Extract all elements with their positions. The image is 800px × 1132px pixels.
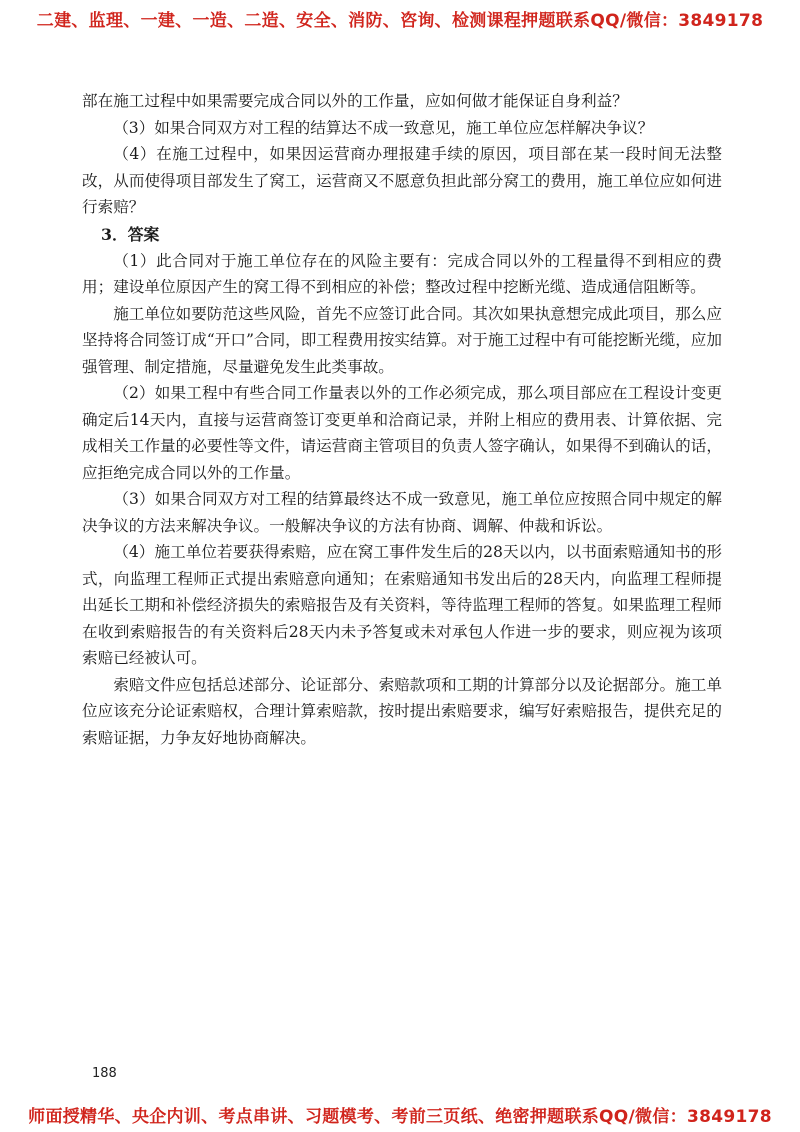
answer-2: （2）如果工程中有些合同工作量表以外的工作必须完成，那么项目部应在工程设计变更确定后14天内，直接与运营商签订变更单和洽商记录，并附上相应的费用表、计算依据、完成相关工作量的必要性等文件，请运营商主管项目的负责人签字确认，如果得不到确认的话，应拒绝完成合同以外的工作量。 — [82, 384, 722, 482]
page-content — [82, 88, 722, 751]
question-3: （3）如果合同双方对工程的结算达不成一致意见，施工单位应怎样解决争议？ — [113, 118, 654, 137]
bottom-banner: 师面授精华、央企内训、考点串讲、习题模考、考前三页纸、绝密押题联系QQ/微信：3849178 — [28, 1107, 772, 1127]
answer-4: （4）施工单位若要获得索赔，应在窝工事件发生后的28天以内，以书面索赔通知书的形式，向监理工程师正式提出索赔意向通知；在索赔通知书发出后的28天内，向监理工程师提出延长工期和补偿经济损失的索赔报告及有关资料，等待监理工程师的答复。如果监理工程师在收到索赔报告的有关资料后28天内未予答复或未对承包人作进一步的要求，则应视为该项索赔已经被认可。 — [82, 543, 722, 667]
answer-heading: 3．答案 — [100, 224, 160, 244]
answer-4-continued: 索赔文件应包括总述部分、论证部分、索赔款项和工期的计算部分以及论据部分。施工单位应该充分论证索赔权，合理计算索赔款，按时提出索赔要求，编写好索赔报告，提供充足的索赔证据，力争友好地协商解决。 — [82, 675, 722, 747]
answer-3: （3）如果合同双方对工程的结算最终达不成一致意见，施工单位应按照合同中规定的解决争议的方法来解决争议。一般解决争议的方法有协商、调解、仲裁和诉讼。 — [82, 490, 722, 535]
page-number: 188 — [92, 1066, 117, 1081]
paragraph-continuation: 部在施工过程中如果需要完成合同以外的工作量，应如何做才能保证自身利益？ — [82, 92, 628, 110]
answer-1-continued: 施工单位如要防范这些风险，首先不应签订此合同。其次如果执意想完成此项目，那么应坚持将合同签订成“开口”合同，即工程费用按实结算。对于施工过程中有可能挖断光缆，应加强管理、制定措施，尽量避免发生此类事故。 — [82, 304, 722, 376]
answer-1: （1）此合同对于施工单位存在的风险主要有：完成合同以外的工程量得不到相应的费用；建设单位原因产生的窝工得不到相应的补偿；整改过程中挖断光缆、造成通信阻断等。 — [82, 251, 722, 296]
top-banner: 二建、监理、一建、一造、二造、安全、消防、咨询、检测课程押题联系QQ/微信：3849178 — [36, 11, 764, 31]
question-4: （4）在施工过程中，如果因运营商办理报建手续的原因，项目部在某一段时间无法整改，从而使得项目部发生了窝工，运营商又不愿意负担此部分窝工的费用，施工单位应如何进行索赔？ — [82, 145, 722, 216]
